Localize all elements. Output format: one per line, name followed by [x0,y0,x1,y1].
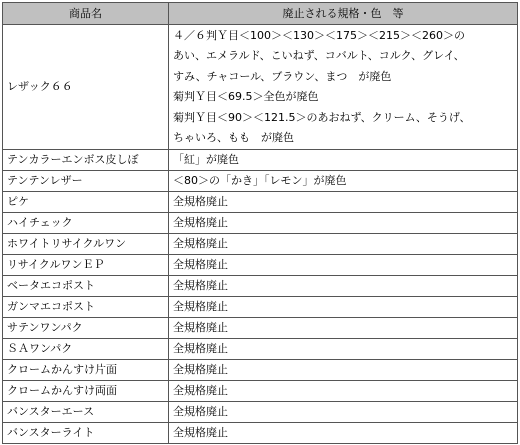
header-discontinued-specs: 廃止される規格・色 等 [169,3,518,25]
table-row [3,381,518,402]
product-name-cell: ピケ [3,192,169,213]
discontinued-spec-cell [169,213,518,234]
product-name-cell: バンスターライト [3,423,169,444]
product-name-cell: バンスターエース [3,402,169,423]
discontinued-spec-cell [169,423,518,444]
discontinued-spec-cell [169,25,518,150]
product-name-cell: テンテンレザー [3,171,169,192]
spec-line: ４／６判Ｙ目＜100＞＜130＞＜175＞＜215＞＜260＞の [173,29,465,42]
table-row [3,402,518,423]
spec-line: 全規格廃止 [173,195,228,209]
spec-line: 全規格廃止 [173,405,228,419]
product-name-cell: レザック６６ [3,25,169,150]
product-name-cell: ベータエコポスト [3,276,169,297]
product-name-cell: リサイクルワンＥＰ [3,255,169,276]
product-name-cell: クロームかんすけ両面 [3,381,169,402]
product-name-cell: テンカラーエンボス皮しぼ [3,150,169,171]
spec-line: ＜80＞の「かき」「レモン」が廃色 [173,174,347,188]
table-row [3,318,518,339]
discontinued-spec-cell [169,360,518,381]
table-row [3,192,518,213]
spec-line: 全規格廃止 [173,258,228,272]
header-product-name: 商品名 [3,3,169,25]
spec-line: 全規格廃止 [173,279,228,293]
spec-line: 全規格廃止 [173,426,228,440]
discontinued-products-table [2,2,518,444]
spec-line: 全規格廃止 [173,216,228,230]
discontinued-spec-cell [169,318,518,339]
table-row [3,276,518,297]
discontinued-spec-cell [169,339,518,360]
spec-line: すみ、チャコール、ブラウン、まつ が廃色 [173,69,392,83]
spec-line: ちゃいろ、もも が廃色 [173,131,294,145]
product-name-cell: サテンワンパク [3,318,169,339]
table-row [3,150,518,171]
discontinued-spec-cell [169,171,518,192]
table-row [3,339,518,360]
spec-line: 全規格廃止 [173,300,228,314]
product-name-cell: ガンマエコポスト [3,297,169,318]
discontinued-spec-cell [169,192,518,213]
table-row [3,297,518,318]
table-row [3,255,518,276]
product-name-cell: クロームかんすけ片面 [3,360,169,381]
table-body [3,25,518,444]
discontinued-spec-cell [169,234,518,255]
discontinued-spec-cell [169,150,518,171]
table-row [3,360,518,381]
spec-line: 全規格廃止 [173,237,228,251]
header-row [3,3,518,25]
table-row [3,171,518,192]
discontinued-spec-cell [169,297,518,318]
spec-line: 全規格廃止 [173,342,228,356]
product-name-cell: ＳＡワンパク [3,339,169,360]
discontinued-spec-cell [169,381,518,402]
table-row [3,423,518,444]
table-row [3,234,518,255]
product-name-cell: ハイチェック [3,213,169,234]
table-row [3,25,518,150]
table-row [3,213,518,234]
spec-line: 全規格廃止 [173,363,228,377]
discontinued-spec-cell [169,276,518,297]
spec-line: 菊判Ｙ目＜90＞＜121.5＞のあおねず、クリーム、そうげ、 [173,110,471,124]
spec-line: あい、エメラルド、こいねず、コバルト、コルク、グレイ、 [173,49,465,63]
discontinued-spec-cell [169,402,518,423]
spec-line: 全規格廃止 [173,384,228,398]
spec-line: 菊判Ｙ目＜69.5＞全色が廃色 [173,90,319,104]
spec-line: 全規格廃止 [173,321,228,335]
discontinued-spec-cell [169,255,518,276]
spec-line: 「紅」が廃色 [173,153,239,167]
product-name-cell: ホワイトリサイクルワン [3,234,169,255]
